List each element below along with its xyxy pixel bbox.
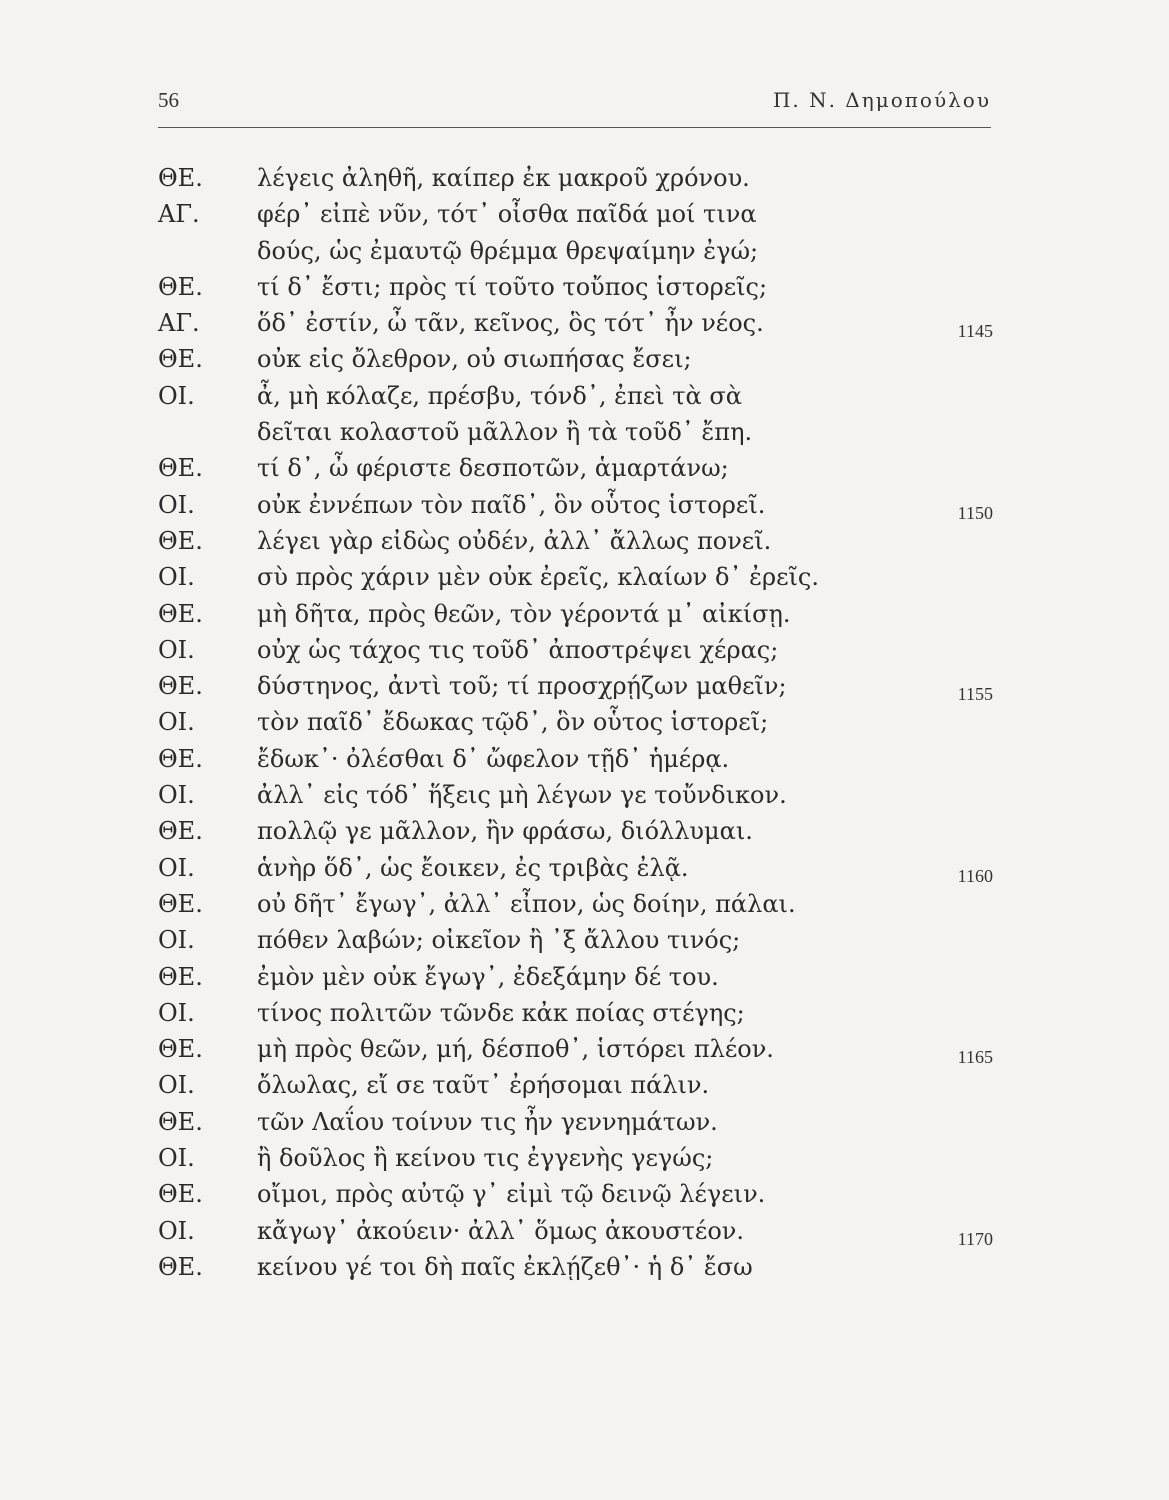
verse-line (158, 668, 993, 704)
verse-text: οὐχ ὡς τάχος τις τοῦδ᾽ ἀποστρέψει χέρας; (257, 635, 779, 664)
speaker-label: ΘΕ. (158, 744, 203, 773)
verse-line (158, 341, 993, 377)
page-number: 56 (158, 88, 179, 112)
header-rule (158, 127, 991, 128)
verse-text: πόθεν λαβών; οἰκεῖον ἢ ᾽ξ ἄλλου τινός; (257, 926, 741, 955)
verse-line (158, 1031, 993, 1067)
verse-text: ὄλωλας, εἴ σε ταῦτ᾽ ἐρήσομαι πάλιν. (257, 1071, 710, 1100)
verse-text: οὐκ ἐννέπων τὸν παῖδ᾽, ὃν οὗτος ἱστορεῖ. (257, 490, 766, 519)
verse-line (158, 1067, 993, 1103)
verse-line (158, 559, 993, 595)
speaker-label: ΘΕ. (158, 454, 203, 483)
verse-line (158, 922, 993, 958)
speaker-label: ΘΕ. (158, 672, 203, 701)
verse-line (158, 1104, 993, 1140)
speaker-label: ΘΕ. (158, 1107, 203, 1136)
speaker-label: ΑΓ. (158, 309, 200, 338)
verse-text: κείνου γέ τοι δὴ παῖς ἐκλῄζεθ᾽· ἡ δ᾽ ἔσω (257, 1252, 753, 1281)
verse-line (158, 196, 993, 232)
verse-line (158, 1249, 993, 1285)
verse-text: τί δ᾽ ἔστι; πρὸς τί τοῦτο τοὔπος ἱστορεῖς; (257, 272, 768, 301)
speaker-label: ΟΙ. (158, 635, 195, 664)
running-head: Π. Ν. Δημοπούλου (772, 88, 991, 112)
speaker-label: ΘΕ. (158, 817, 203, 846)
speaker-label: ΟΙ. (158, 1144, 195, 1173)
verse-text: σὺ πρὸς χάριν μὲν οὐκ ἐρεῖς, κλαίων δ᾽ ἐρεῖς. (257, 563, 819, 592)
verse-line (158, 233, 993, 269)
verse-line (158, 741, 993, 777)
verse-line (158, 1140, 993, 1176)
verse-text: δούς, ὡς ἐμαυτῷ θρέμμα θρεψαίμην ἐγώ; (257, 236, 759, 265)
speaker-label: ΟΙ. (158, 708, 195, 737)
line-number: 1160 (957, 865, 993, 886)
speaker-label: ΘΕ. (158, 962, 203, 991)
speaker-label: ΘΕ. (158, 1252, 203, 1281)
speaker-label: ΘΕ. (158, 164, 203, 192)
speaker-label: ΟΙ. (158, 926, 195, 955)
verse-text: τὸν παῖδ᾽ ἔδωκας τῷδ᾽, ὃν οὗτος ἱστορεῖ; (257, 708, 769, 737)
verse-text: δύστηνος, ἀντὶ τοῦ; τί προσχρῄζων μαθεῖν; (257, 672, 787, 701)
speaker-label: ΘΕ. (158, 345, 203, 374)
speaker-label: ΘΕ. (158, 1035, 203, 1064)
line-number: 1145 (957, 321, 993, 342)
speaker-label: ΑΓ. (158, 200, 200, 229)
verse-line (158, 523, 993, 559)
speaker-label: ΟΙ. (158, 853, 195, 882)
verse-line (158, 704, 993, 740)
speaker-label: ΟΙ. (158, 1071, 195, 1100)
speaker-label: ΟΙ. (158, 781, 195, 810)
verse-text: πολλῷ γε μᾶλλον, ἢν φράσω, διόλλυμαι. (257, 817, 753, 846)
verse-line (158, 450, 993, 486)
speaker-label: ΘΕ. (158, 272, 203, 301)
verse-line (158, 886, 993, 922)
verse-text: ἢ δοῦλος ἢ κείνου τις ἐγγενὴς γεγώς; (257, 1144, 714, 1173)
verse-text: ἐμὸν μὲν οὐκ ἔγωγ᾽, ἐδεξάμην δέ του. (257, 962, 719, 991)
verse-line (158, 813, 993, 849)
speaker-label: ΟΙ. (158, 998, 195, 1027)
verse-line (158, 995, 993, 1031)
verse-text: ἔδωκ᾽· ὀλέσθαι δ᾽ ὤφελον τῇδ᾽ ἡμέρᾳ. (257, 744, 730, 773)
verse-line (158, 414, 993, 450)
verse-line (158, 1213, 993, 1249)
verse-text: μὴ δῆτα, πρὸς θεῶν, τὸν γέροντά μ᾽ αἰκίσῃ. (257, 599, 791, 628)
verse-text: δεῖται κολαστοῦ μᾶλλον ἢ τὰ τοῦδ᾽ ἔπη. (257, 418, 753, 447)
line-number: 1165 (957, 1047, 993, 1068)
verse-text: οὐ δῆτ᾽ ἔγωγ᾽, ἀλλ᾽ εἶπον, ὡς δοίην, πάλαι. (257, 889, 796, 918)
verse-text: ὅδ᾽ ἐστίν, ὦ τᾶν, κεῖνος, ὃς τότ᾽ ἦν νέος. (257, 309, 764, 338)
verse-line (158, 378, 993, 414)
verse-line (158, 850, 993, 886)
verse-line (158, 596, 993, 632)
verse-text: οἴμοι, πρὸς αὐτῷ γ᾽ εἰμὶ τῷ δεινῷ λέγειν. (257, 1180, 766, 1209)
line-number: 1155 (957, 684, 993, 705)
speaker-label: ΘΕ. (158, 889, 203, 918)
line-number: 1170 (957, 1228, 993, 1249)
verse-line (158, 269, 993, 305)
speaker-label: ΘΕ. (158, 1180, 203, 1209)
verse-line (158, 160, 993, 196)
verse-text: ἆ, μὴ κόλαζε, πρέσβυ, τόνδ᾽, ἐπεὶ τὰ σὰ (257, 381, 742, 410)
page-header (158, 88, 991, 118)
speaker-label: ΟΙ. (158, 381, 195, 410)
speaker-label: ΘΕ. (158, 599, 203, 628)
verse-text: φέρ᾽ εἰπὲ νῦν, τότ᾽ οἶσθα παῖδά μοί τινα (257, 200, 757, 229)
verse-text: τί δ᾽, ὦ φέριστε δεσποτῶν, ἁμαρτάνω; (257, 454, 729, 483)
verse-text: λέγει γὰρ εἰδὼς οὐδέν, ἀλλ᾽ ἄλλως πονεῖ. (257, 526, 772, 555)
speaker-label: ΟΙ. (158, 490, 195, 519)
verse-text: ἀλλ᾽ εἰς τόδ᾽ ἥξεις μὴ λέγων γε τοὔνδικον. (257, 781, 787, 810)
verse-text: τῶν Λαΐου τοίνυν τις ἦν γεννημάτων. (257, 1107, 718, 1136)
verse-line (158, 777, 993, 813)
verse-line (158, 959, 993, 995)
verse-lines (158, 160, 993, 1285)
verse-text: μὴ πρὸς θεῶν, μή, δέσποθ᾽, ἱστόρει πλέον. (257, 1035, 774, 1064)
verse-line (158, 1176, 993, 1212)
speaker-label: ΟΙ. (158, 563, 195, 592)
verse-text: οὐκ εἰς ὄλεθρον, οὐ σιωπήσας ἔσει; (257, 345, 692, 374)
verse-text: κἄγωγ᾽ ἀκούειν· ἀλλ᾽ ὅμως ἀκουστέον. (257, 1216, 744, 1245)
speaker-label: ΘΕ. (158, 526, 203, 555)
verse-line (158, 632, 993, 668)
speaker-label: ΟΙ. (158, 1216, 195, 1245)
verse-line (158, 305, 993, 341)
line-number: 1150 (957, 502, 993, 523)
verse-text: ἁνὴρ ὅδ᾽, ὡς ἔοικεν, ἐς τριβὰς ἐλᾷ. (257, 853, 689, 882)
verse-text: λέγεις ἀληθῆ, καίπερ ἐκ μακροῦ χρόνου. (257, 164, 750, 192)
verse-text: τίνος πολιτῶν τῶνδε κἀκ ποίας στέγης; (257, 998, 745, 1027)
verse-line (158, 487, 993, 523)
